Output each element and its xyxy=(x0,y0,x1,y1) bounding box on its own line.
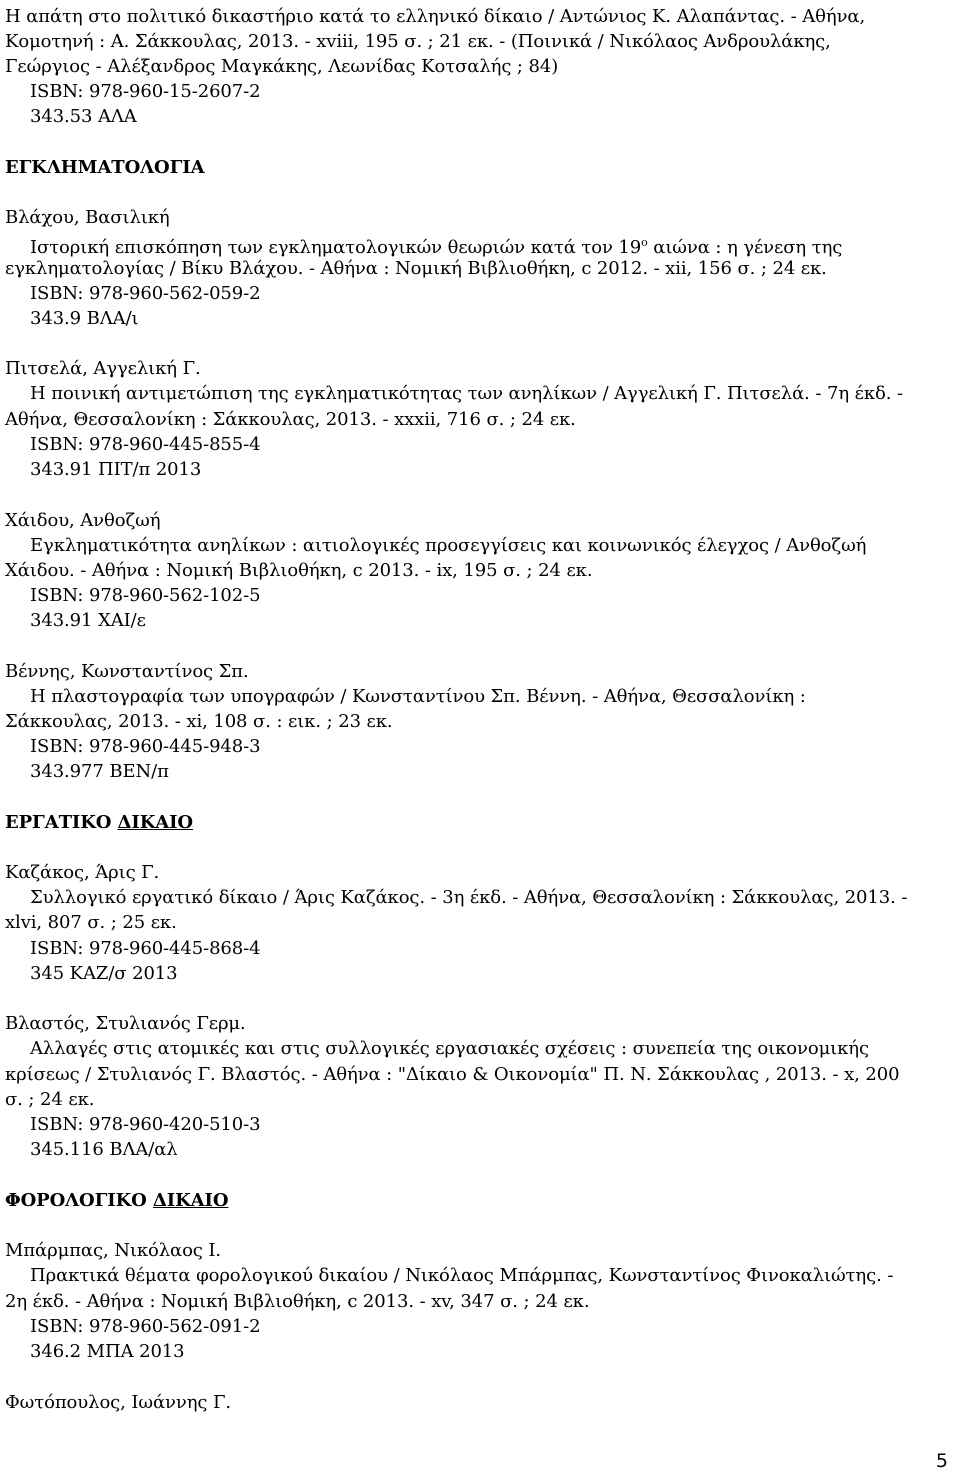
isbn: ISBN: 978-960-445-868-4 xyxy=(30,938,261,959)
entry-text: εγκληματολογίας / Βίκυ Βλάχου. - Αθήνα : Νομική Βιβλιοθήκη, c 2012. - xii, 156 σ. ; 24 εκ. xyxy=(5,258,827,279)
entry-text: Η απάτη στο πολιτικό δικαστήριο κατά το ελληνικό δίκαιο / Αντώνιος Κ. Αλαπάντας. - Αθήνα, xyxy=(5,6,866,27)
page-number: 5 xyxy=(935,1450,948,1472)
entry-text: κρίσεως / Στυλιανός Γ. Βλαστός. - Αθήνα : "Δίκαιο & Οικονομία" Π. Ν. Σάκκουλας , 2013. - x, 200 xyxy=(5,1064,900,1085)
entry-text: xlvi, 807 σ. ; 25 εκ. xyxy=(5,912,177,933)
entry-text: Πρακτικά θέματα φορολογικού δικαίου / Νικόλαος Μπάρμπας, Κωνσταντίνος Φινοκαλιώτης. - xyxy=(30,1265,894,1286)
entry-text: Εγκληματικότητα ανηλίκων : αιτιολογικές προσεγγίσεις και κοινωνικός έλεγχος / Ανθοζωή xyxy=(30,535,867,556)
isbn: ISBN: 978-960-562-091-2 xyxy=(30,1316,261,1337)
entry-text: 2η έκδ. - Αθήνα : Νομική Βιβλιοθήκη, c 2013. - xv, 347 σ. ; 24 εκ. xyxy=(5,1291,590,1312)
author: Πιτσελά, Αγγελική Γ. xyxy=(5,358,201,379)
call-number: 343.9 ΒΛΑ/ι xyxy=(30,308,139,329)
entry-text: Η ποινική αντιμετώπιση της εγκληματικότητας των ανηλίκων / Αγγελική Γ. Πιτσελά. - 7η έκδ. - xyxy=(30,383,903,404)
entry-text: Συλλογικό εργατικό δίκαιο / Άρις Καζάκος. - 3η έκδ. - Αθήνα, Θεσσαλονίκη : Σάκκουλας, 2013. - xyxy=(30,887,908,908)
call-number: 343.91 ΧΑΙ/ε xyxy=(30,610,146,631)
entry-text: σ. ; 24 εκ. xyxy=(5,1089,95,1110)
section-heading: ΦΟΡΟΛΟΓΙΚΟ ΔΙΚΑΙΟ xyxy=(5,1190,229,1211)
entry-text: Χάιδου. - Αθήνα : Νομική Βιβλιοθήκη, c 2013. - ix, 195 σ. ; 24 εκ. xyxy=(5,560,593,581)
entry-text: Η πλαστογραφία των υπογραφών / Κωνσταντίνου Σπ. Βέννη. - Αθήνα, Θεσσαλονίκη : xyxy=(30,686,806,707)
entry-text: Αλλαγές στις ατομικές και στις συλλογικές εργασιακές σχέσεις : συνεπεία της οικονομικής xyxy=(30,1038,869,1059)
call-number: 343.91 ΠΙΤ/π 2013 xyxy=(30,459,202,480)
call-number: 343.977 ΒΕΝ/π xyxy=(30,761,169,782)
entry-text: Αθήνα, Θεσσαλονίκη : Σάκκουλας, 2013. - xxxii, 716 σ. ; 24 εκ. xyxy=(5,409,576,430)
author: Βλάχου, Βασιλική xyxy=(5,207,170,228)
author: Καζάκος, Άρις Γ. xyxy=(5,862,160,883)
author: Βέννης, Κωνσταντίνος Σπ. xyxy=(5,661,249,682)
entry-text: Σάκκουλας, 2013. - xi, 108 σ. : εικ. ; 23 εκ. xyxy=(5,711,393,732)
section-heading: ΕΓΚΛΗΜΑΤΟΛΟΓΙΑ xyxy=(5,157,205,178)
call-number: 343.53 ΑΛΑ xyxy=(30,106,137,127)
author: Βλαστός, Στυλιανός Γερμ. xyxy=(5,1013,246,1034)
call-number: 345.116 ΒΛΑ/αλ xyxy=(30,1139,178,1160)
isbn: ISBN: 978-960-445-855-4 xyxy=(30,434,261,455)
author: Φωτόπουλος, Ιωάννης Γ. xyxy=(5,1392,232,1413)
entry-text: Ιστορική επισκόπηση των εγκληματολογικών θεωριών κατά τον $19^o$ αιώνα : η γένεση της xyxy=(30,236,843,258)
author: Χάιδου, Ανθοζωή xyxy=(5,510,161,531)
section-heading: ΕΡΓΑΤΙΚΟ ΔΙΚΑΙΟ xyxy=(5,812,194,833)
isbn: ISBN: 978-960-15-2607-2 xyxy=(30,81,261,102)
entry-text: Γεώργιος - Αλέξανδρος Μαγκάκης, Λεωνίδας Κοτσαλής ; 84) xyxy=(5,56,559,77)
isbn: ISBN: 978-960-445-948-3 xyxy=(30,736,261,757)
author: Μπάρμπας, Νικόλαος Ι. xyxy=(5,1240,222,1261)
isbn: ISBN: 978-960-420-510-3 xyxy=(30,1114,261,1135)
call-number: 345 ΚΑΖ/σ 2013 xyxy=(30,963,178,984)
entry-text: Κομοτηνή : Α. Σάκκουλας, 2013. - xviii, 195 σ. ; 21 εκ. - (Ποινικά / Νικόλαος Ανδρουλάκης, xyxy=(5,31,831,52)
isbn: ISBN: 978-960-562-059-2 xyxy=(30,283,261,304)
isbn: ISBN: 978-960-562-102-5 xyxy=(30,585,261,606)
call-number: 346.2 ΜΠΑ 2013 xyxy=(30,1341,185,1362)
